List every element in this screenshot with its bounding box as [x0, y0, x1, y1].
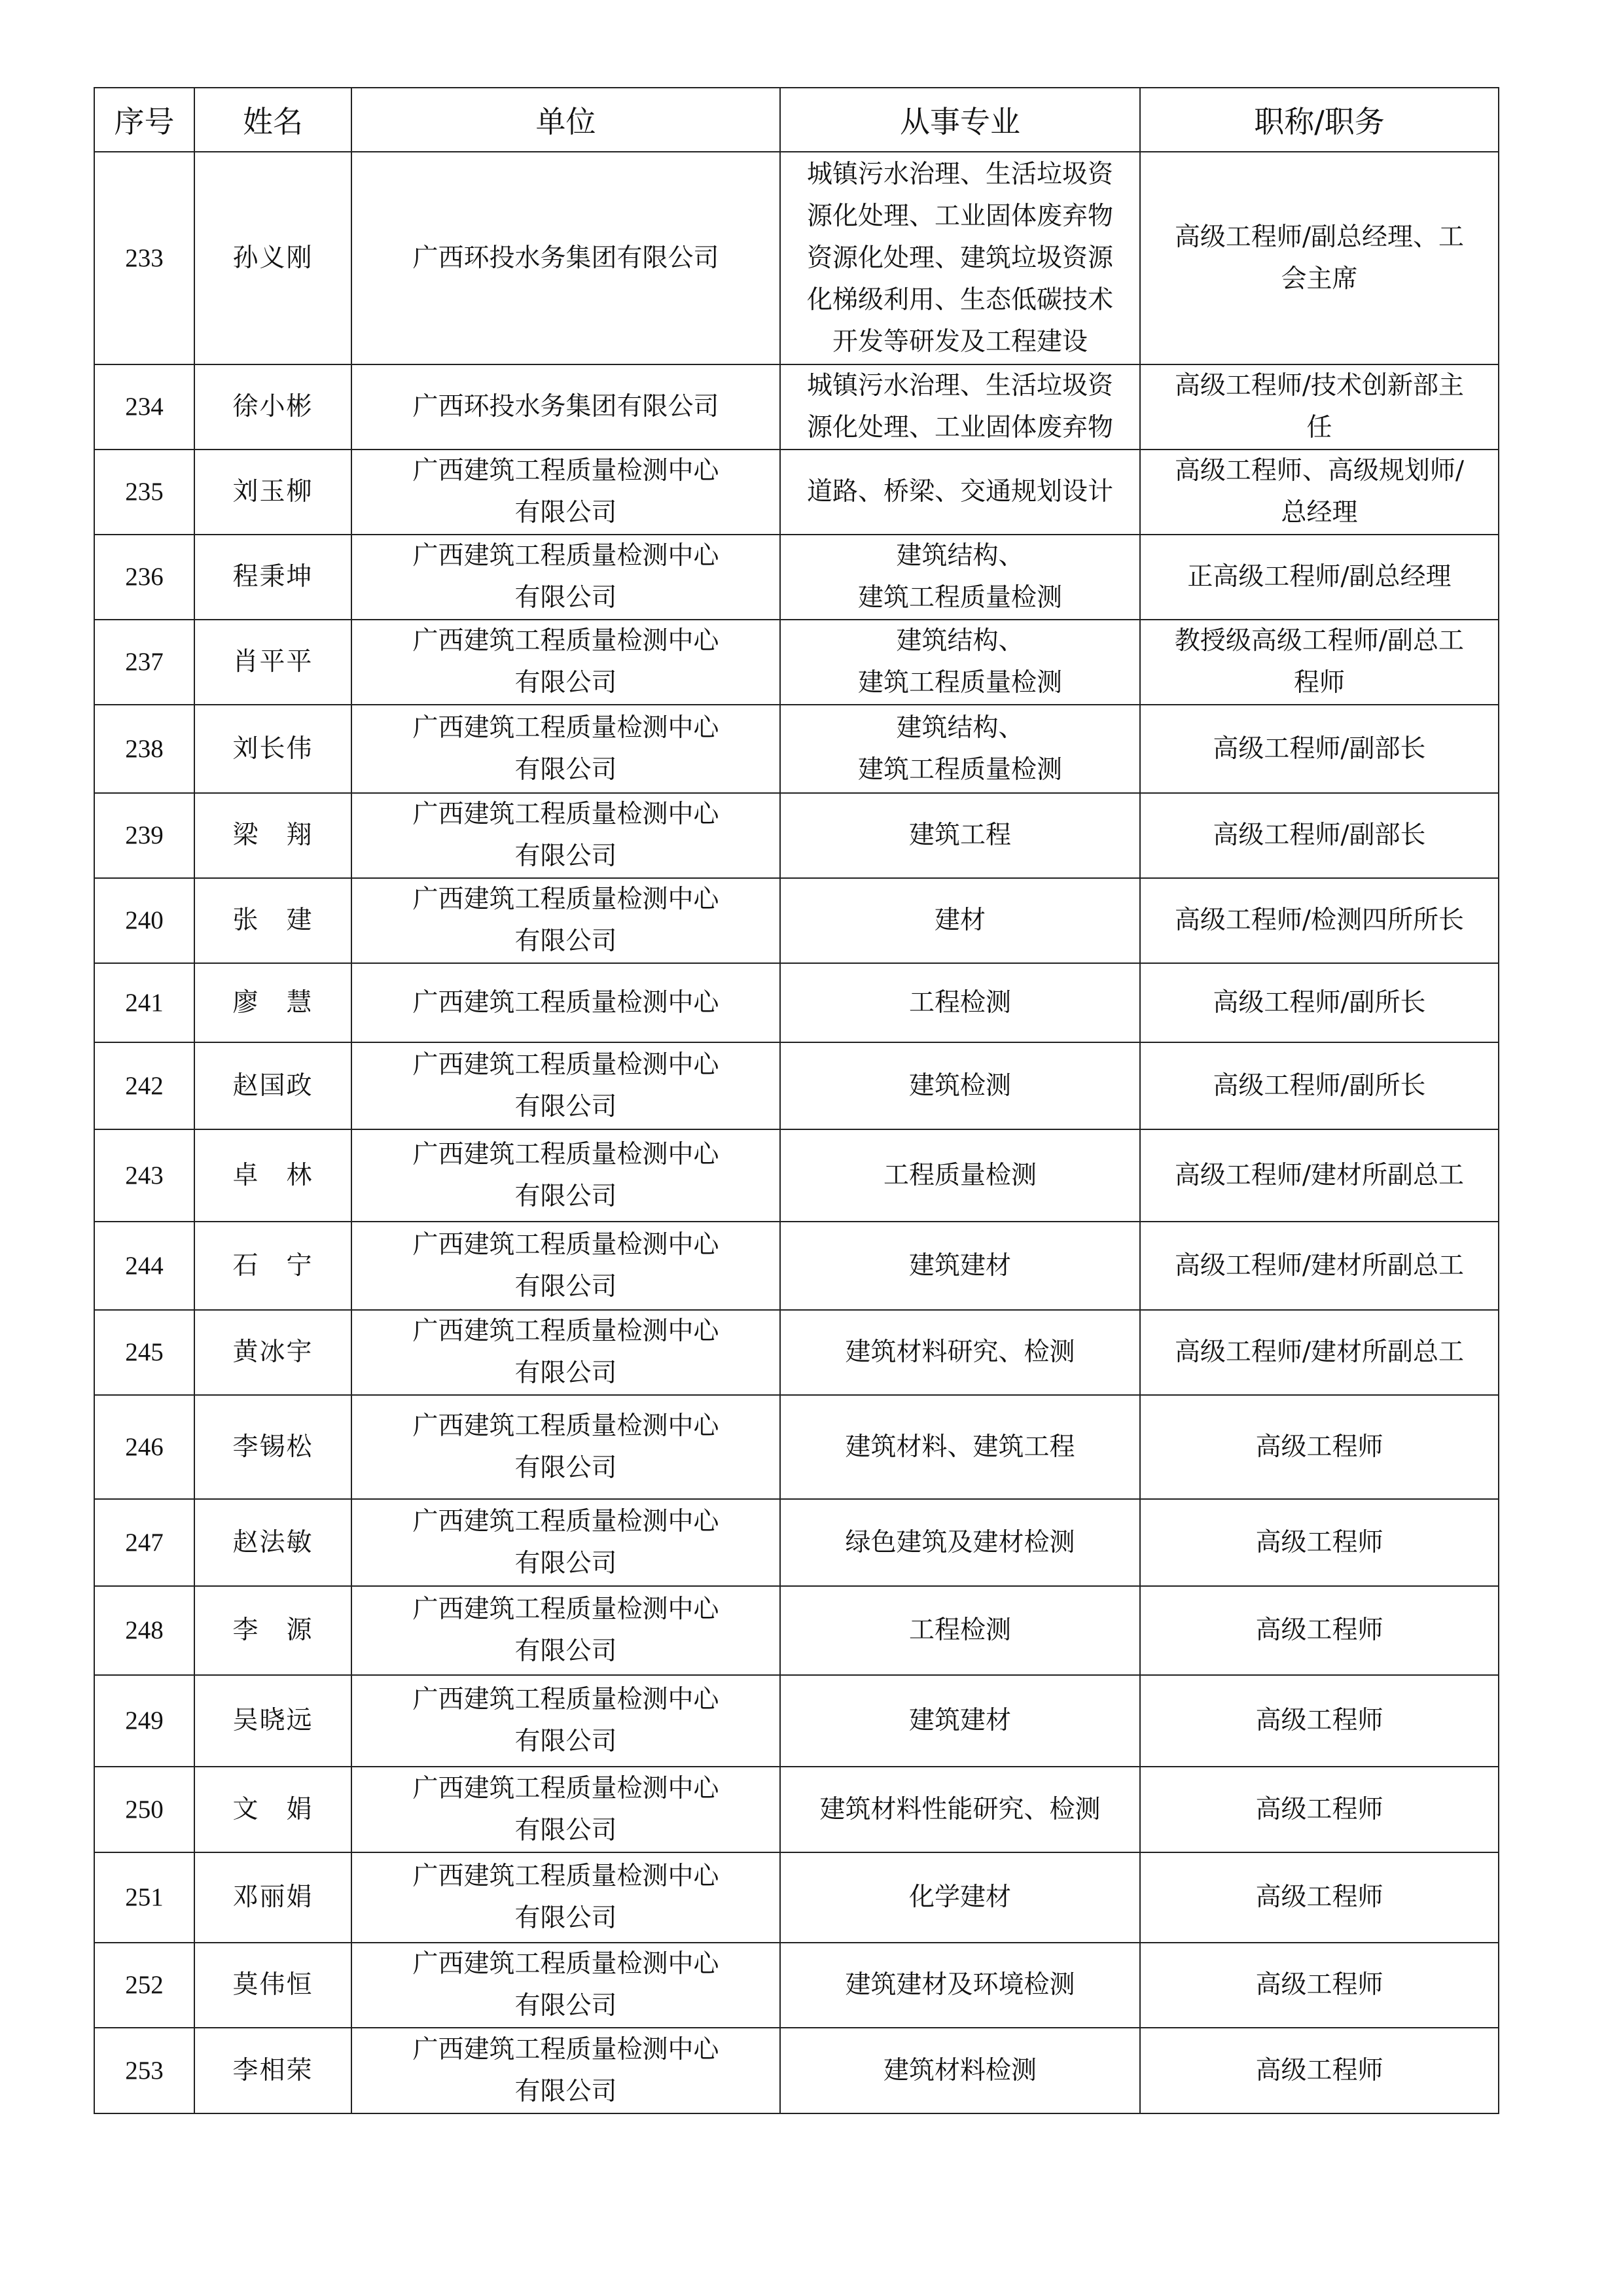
cell-major-text: 建筑建材	[908, 1706, 1011, 1735]
cell-no-text: 236	[125, 563, 164, 591]
cell-unit	[351, 620, 780, 705]
cell-no	[94, 1222, 194, 1310]
column-header-major: 从事专业	[780, 88, 1140, 152]
cell-major-text: 建筑结构、 建筑工程质量检测	[857, 713, 1062, 785]
cell-unit-text: 广西建筑工程质量检测中心 有限公司	[412, 1685, 719, 1756]
cell-unit-text: 广西建筑工程质量检测中心 有限公司	[412, 713, 719, 785]
cell-no-text: 242	[125, 1071, 164, 1100]
cell-name-text: 刘长伟	[232, 733, 313, 764]
cell-title	[1140, 1129, 1499, 1222]
cell-title	[1140, 1310, 1499, 1395]
cell-unit-text: 广西建筑工程质量检测中心 有限公司	[412, 1139, 719, 1211]
cell-title	[1140, 705, 1499, 793]
cell-name	[194, 1310, 351, 1395]
column-header-unit: 单位	[351, 88, 780, 152]
cell-major	[780, 1675, 1140, 1767]
cell-no-text: 240	[125, 906, 164, 934]
cell-major-text: 建筑材料研究、检测	[845, 1337, 1075, 1367]
cell-unit-text: 广西建筑工程质量检测中心 有限公司	[412, 1229, 719, 1301]
table-row	[94, 1042, 1499, 1129]
cell-name	[194, 1767, 351, 1852]
cell-major-text: 化学建材	[908, 1882, 1011, 1912]
cell-no	[94, 1675, 194, 1767]
cell-unit	[351, 1852, 780, 1943]
cell-title	[1140, 152, 1499, 364]
table-row	[94, 878, 1499, 963]
cell-unit-text: 广西建筑工程质量检测中心 有限公司	[412, 456, 719, 527]
cell-major	[780, 1395, 1140, 1499]
cell-no-text: 235	[125, 478, 164, 506]
cell-title	[1140, 963, 1499, 1042]
cell-title	[1140, 1042, 1499, 1129]
cell-unit	[351, 1042, 780, 1129]
table-row	[94, 1852, 1499, 1943]
cell-no-text: 248	[125, 1616, 164, 1644]
cell-major	[780, 535, 1140, 620]
cell-no	[94, 878, 194, 963]
cell-name-text: 徐小彬	[232, 392, 313, 421]
cell-major-text: 城镇污水治理、生活垃圾资 源化处理、工业固体废弃物 资源化处理、建筑垃圾资源 化梯级利用、生态低碳技术 开发等研发及工程建设	[806, 159, 1113, 357]
cell-no	[94, 535, 194, 620]
cell-title	[1140, 364, 1499, 450]
cell-name	[194, 364, 351, 450]
cell-name-text: 邓丽娟	[232, 1882, 313, 1912]
cell-name	[194, 1042, 351, 1129]
cell-unit	[351, 793, 780, 878]
cell-title-text: 正高级工程师/副总经理	[1187, 562, 1452, 592]
table-row	[94, 620, 1499, 705]
column-header-name: 姓名	[194, 88, 351, 152]
table-row	[94, 2028, 1499, 2113]
table-row	[94, 1222, 1499, 1310]
cell-unit-text: 广西环投水务集团有限公司	[412, 392, 719, 421]
cell-title-text: 高级工程师/建材所副总工	[1174, 1337, 1465, 1367]
cell-no	[94, 963, 194, 1042]
cell-no-text: 233	[125, 243, 164, 272]
cell-title-text: 高级工程师/技术创新部主 任	[1174, 371, 1465, 442]
cell-no-text: 237	[125, 648, 164, 676]
cell-unit	[351, 1222, 780, 1310]
cell-title-text: 高级工程师	[1255, 1432, 1383, 1462]
cell-name	[194, 1675, 351, 1767]
cell-name	[194, 2028, 351, 2113]
table-row	[94, 152, 1499, 364]
cell-unit-text: 广西建筑工程质量检测中心 有限公司	[412, 2034, 719, 2106]
cell-no-text: 251	[125, 1883, 164, 1911]
cell-no	[94, 1042, 194, 1129]
cell-unit-text: 广西建筑工程质量检测中心 有限公司	[412, 541, 719, 612]
cell-no	[94, 1129, 194, 1222]
table-row	[94, 963, 1499, 1042]
cell-no-text: 249	[125, 1706, 164, 1735]
cell-major-text: 建筑结构、 建筑工程质量检测	[857, 541, 1062, 612]
cell-title	[1140, 1222, 1499, 1310]
cell-no-text: 247	[125, 1528, 164, 1557]
cell-title-text: 高级工程师	[1255, 2055, 1383, 2085]
cell-name	[194, 450, 351, 535]
table-body	[94, 152, 1499, 2113]
cell-unit	[351, 152, 780, 364]
cell-name-text: 赵国政	[232, 1070, 313, 1101]
cell-major-text: 建筑材料性能研究、检测	[819, 1794, 1101, 1824]
cell-major-text: 建筑建材及环境检测	[845, 1970, 1075, 2000]
table-row	[94, 705, 1499, 793]
cell-name-text: 梁 翔	[232, 821, 313, 850]
cell-name	[194, 620, 351, 705]
cell-major	[780, 1852, 1140, 1943]
table-row	[94, 1499, 1499, 1586]
cell-unit-text: 广西建筑工程质量检测中心 有限公司	[412, 1949, 719, 2021]
cell-title-text: 高级工程师	[1255, 1970, 1383, 2000]
cell-title	[1140, 878, 1499, 963]
cell-title-text: 高级工程师	[1255, 1882, 1383, 1912]
cell-no	[94, 1395, 194, 1499]
cell-unit-text: 广西建筑工程质量检测中心 有限公司	[412, 1050, 719, 1122]
cell-major	[780, 620, 1140, 705]
cell-major	[780, 152, 1140, 364]
cell-name	[194, 878, 351, 963]
cell-no-text: 239	[125, 821, 164, 849]
cell-major-text: 道路、桥梁、交通规划设计	[806, 477, 1113, 506]
cell-title-text: 高级工程师/副部长	[1213, 821, 1426, 850]
cell-no-text: 234	[125, 393, 164, 421]
table-row	[94, 1310, 1499, 1395]
cell-name	[194, 963, 351, 1042]
cell-name	[194, 1499, 351, 1586]
cell-unit	[351, 1310, 780, 1395]
cell-major-text: 城镇污水治理、生活垃圾资 源化处理、工业固体废弃物	[806, 371, 1113, 442]
cell-name	[194, 1943, 351, 2028]
cell-name-text: 石 宁	[232, 1250, 313, 1280]
cell-title-text: 高级工程师	[1255, 1527, 1383, 1557]
cell-name-text: 廖 慧	[232, 987, 313, 1017]
cell-major	[780, 1129, 1140, 1222]
cell-name-text: 黄冰宇	[232, 1337, 313, 1367]
cell-name-text: 肖平平	[232, 647, 313, 677]
cell-name	[194, 1395, 351, 1499]
column-header-no: 序号	[94, 88, 194, 152]
cell-unit-text: 广西建筑工程质量检测中心 有限公司	[412, 1773, 719, 1845]
cell-unit	[351, 2028, 780, 2113]
cell-title	[1140, 1499, 1499, 1586]
cell-title	[1140, 2028, 1499, 2113]
cell-major	[780, 1310, 1140, 1395]
cell-major	[780, 1943, 1140, 2028]
cell-name	[194, 152, 351, 364]
personnel-table	[94, 87, 1499, 2114]
cell-no-text: 243	[125, 1161, 164, 1190]
cell-title-text: 高级工程师、高级规划师/ 总经理	[1174, 456, 1465, 527]
cell-unit	[351, 1395, 780, 1499]
cell-no	[94, 1852, 194, 1943]
cell-unit	[351, 535, 780, 620]
cell-name-text: 孙义刚	[232, 243, 313, 273]
cell-no-text: 238	[125, 734, 164, 763]
table-row	[94, 364, 1499, 450]
cell-no	[94, 450, 194, 535]
cell-no	[94, 793, 194, 878]
cell-title	[1140, 535, 1499, 620]
column-header-title: 职称/职务	[1140, 88, 1499, 152]
cell-major	[780, 1586, 1140, 1675]
cell-major-text: 建筑工程	[908, 821, 1011, 850]
cell-unit-text: 广西建筑工程质量检测中心 有限公司	[412, 800, 719, 871]
cell-name	[194, 705, 351, 793]
cell-unit	[351, 963, 780, 1042]
cell-no	[94, 1586, 194, 1675]
cell-no	[94, 1499, 194, 1586]
cell-title-text: 高级工程师	[1255, 1794, 1383, 1824]
cell-name-text: 赵法敏	[232, 1527, 313, 1557]
cell-unit-text: 广西建筑工程质量检测中心 有限公司	[412, 1316, 719, 1388]
table-row	[94, 1395, 1499, 1499]
cell-unit	[351, 1943, 780, 2028]
cell-title-text: 高级工程师/建材所副总工	[1174, 1160, 1465, 1190]
cell-title-text: 高级工程师/建材所副总工	[1174, 1250, 1465, 1280]
cell-major	[780, 705, 1140, 793]
cell-unit	[351, 1129, 780, 1222]
cell-name-text: 李锡松	[232, 1432, 313, 1462]
cell-unit	[351, 1767, 780, 1852]
cell-name	[194, 1129, 351, 1222]
cell-unit-text: 广西建筑工程质量检测中心 有限公司	[412, 1595, 719, 1666]
table-row	[94, 450, 1499, 535]
cell-major	[780, 1042, 1140, 1129]
cell-unit	[351, 364, 780, 450]
cell-major	[780, 793, 1140, 878]
table-row	[94, 1129, 1499, 1222]
cell-no-text: 245	[125, 1338, 164, 1366]
cell-title-text: 高级工程师	[1255, 1706, 1383, 1735]
cell-major	[780, 878, 1140, 963]
cell-no	[94, 2028, 194, 2113]
cell-major-text: 建筑结构、 建筑工程质量检测	[857, 626, 1062, 698]
cell-title	[1140, 1395, 1499, 1499]
cell-name-text: 李 源	[232, 1616, 313, 1645]
cell-no-text: 241	[125, 988, 164, 1017]
cell-title	[1140, 620, 1499, 705]
cell-no-text: 244	[125, 1251, 164, 1280]
cell-name-text: 文 娟	[232, 1794, 313, 1824]
cell-title-text: 教授级高级工程师/副总工 程师	[1174, 626, 1465, 698]
table-row	[94, 793, 1499, 878]
table-row	[94, 1767, 1499, 1852]
cell-unit-text: 广西建筑工程质量检测中心 有限公司	[412, 1862, 719, 1933]
cell-no-text: 250	[125, 1795, 164, 1824]
cell-major-text: 建材	[934, 906, 986, 935]
table-row	[94, 1586, 1499, 1675]
cell-major-text: 工程质量检测	[883, 1160, 1037, 1190]
cell-title-text: 高级工程师/副部长	[1213, 733, 1426, 764]
cell-title	[1140, 793, 1499, 878]
cell-unit	[351, 1499, 780, 1586]
cell-title	[1140, 1767, 1499, 1852]
cell-name	[194, 535, 351, 620]
cell-major-text: 绿色建筑及建材检测	[845, 1527, 1075, 1557]
cell-no-text: 252	[125, 1971, 164, 1999]
cell-no	[94, 1767, 194, 1852]
cell-major-text: 工程检测	[908, 1616, 1011, 1645]
cell-unit	[351, 450, 780, 535]
cell-name-text: 张 建	[232, 906, 313, 935]
table-row	[94, 1675, 1499, 1767]
cell-major	[780, 963, 1140, 1042]
cell-no-text: 246	[125, 1432, 164, 1461]
cell-title	[1140, 1675, 1499, 1767]
cell-title-text: 高级工程师/检测四所所长	[1174, 906, 1465, 935]
cell-title-text: 高级工程师	[1255, 1616, 1383, 1645]
cell-major	[780, 450, 1140, 535]
cell-no	[94, 1943, 194, 2028]
cell-title	[1140, 1943, 1499, 2028]
cell-unit-text: 广西建筑工程质量检测中心 有限公司	[412, 885, 719, 956]
cell-unit	[351, 705, 780, 793]
cell-unit-text: 广西环投水务集团有限公司	[412, 243, 719, 273]
cell-name-text: 程秉坤	[232, 562, 313, 592]
cell-name	[194, 1852, 351, 1943]
cell-title-text: 高级工程师/副总经理、工 会主席	[1174, 222, 1465, 294]
cell-major-text: 建筑建材	[908, 1250, 1011, 1280]
cell-unit-text: 广西建筑工程质量检测中心	[412, 987, 719, 1017]
cell-unit-text: 广西建筑工程质量检测中心 有限公司	[412, 1506, 719, 1578]
cell-name-text: 李相荣	[232, 2055, 313, 2085]
cell-no-text: 253	[125, 2056, 164, 2085]
cell-major	[780, 2028, 1140, 2113]
cell-unit	[351, 1586, 780, 1675]
cell-major-text: 建筑材料检测	[883, 2055, 1037, 2085]
cell-major	[780, 1222, 1140, 1310]
cell-no	[94, 705, 194, 793]
cell-no	[94, 620, 194, 705]
cell-name	[194, 1222, 351, 1310]
cell-major	[780, 364, 1140, 450]
table-header-row	[94, 88, 1499, 152]
table-row	[94, 535, 1499, 620]
cell-name	[194, 793, 351, 878]
cell-major-text: 建筑材料、建筑工程	[845, 1432, 1075, 1462]
cell-major-text: 建筑检测	[908, 1070, 1011, 1101]
cell-unit	[351, 878, 780, 963]
cell-title	[1140, 1852, 1499, 1943]
cell-name	[194, 1586, 351, 1675]
cell-major	[780, 1767, 1140, 1852]
table-row	[94, 1943, 1499, 2028]
cell-title-text: 高级工程师/副所长	[1213, 1070, 1426, 1101]
cell-major	[780, 1499, 1140, 1586]
cell-unit-text: 广西建筑工程质量检测中心 有限公司	[412, 1411, 719, 1483]
cell-unit-text: 广西建筑工程质量检测中心 有限公司	[412, 626, 719, 698]
cell-unit	[351, 1675, 780, 1767]
cell-no	[94, 1310, 194, 1395]
cell-title-text: 高级工程师/副所长	[1213, 987, 1426, 1017]
cell-name-text: 莫伟恒	[232, 1970, 313, 2000]
cell-title	[1140, 450, 1499, 535]
cell-name-text: 吴晓远	[232, 1706, 313, 1735]
cell-no	[94, 152, 194, 364]
cell-no	[94, 364, 194, 450]
cell-name-text: 卓 林	[232, 1160, 313, 1190]
cell-name-text: 刘玉柳	[232, 477, 313, 506]
cell-title	[1140, 1586, 1499, 1675]
cell-major-text: 工程检测	[908, 987, 1011, 1017]
